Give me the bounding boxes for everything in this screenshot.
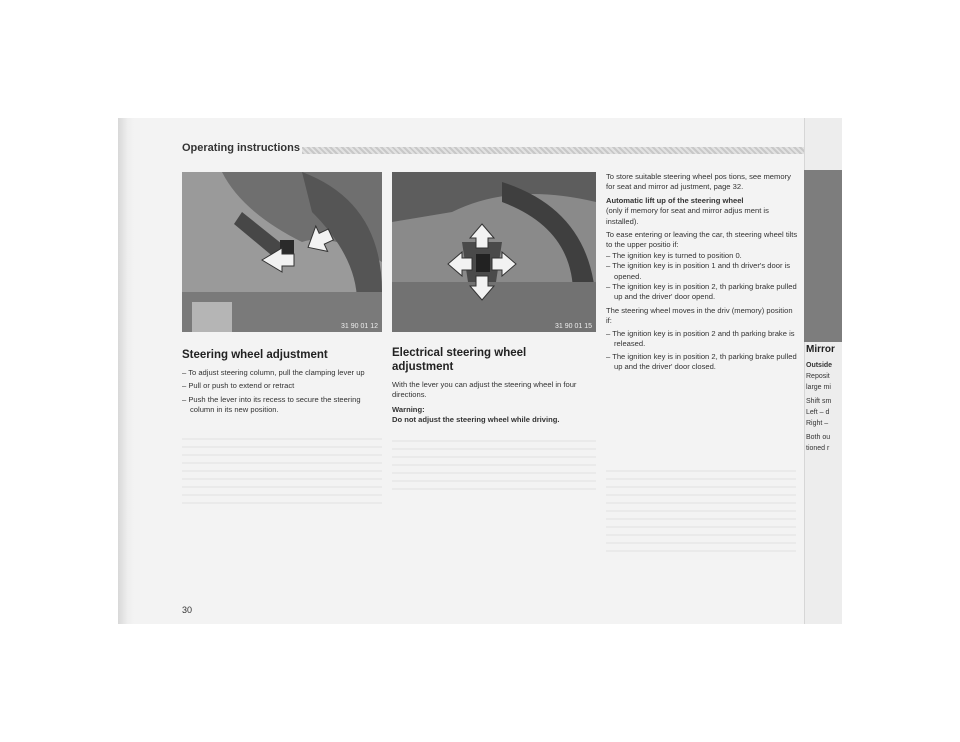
photo-code: 31 90 01 12 [341, 323, 378, 330]
auto-lift-heading: Automatic lift up of the steering wheel [606, 195, 744, 205]
bleed-through-text [606, 468, 796, 558]
steering-adjust-text [182, 368, 382, 419]
steering-column-photo [182, 172, 382, 332]
steering-adjust-heading: Steering wheel adjustment [182, 349, 328, 361]
list-item: – The ignition key is in position 2, th parking brake pulled up and the driver' door closed. [606, 351, 797, 371]
mirror-heading: Mirror [806, 344, 835, 355]
list-item: – The ignition key is in position 1 and th driver's door is opened. [606, 261, 791, 281]
list-item: – The ignition key is in position 2 and th parking brake is released. [606, 328, 795, 349]
heading-line: adjustment [392, 361, 454, 373]
bleed-through-text [182, 436, 382, 510]
manual-page [118, 118, 842, 624]
electrical-adjust-heading [392, 346, 596, 374]
list-item: – The ignition key is turned to position 0. [606, 250, 742, 260]
list-item: – Pull or push to extend or retract [182, 381, 295, 391]
text-line: tioned r [806, 445, 830, 452]
auto-lift-note: (only if memory for seat and mirror adjus ment is installed). [606, 206, 769, 226]
page-number: 30 [182, 605, 193, 615]
section-header: Operating instructions [182, 142, 300, 154]
electrical-adjust-text [392, 380, 596, 429]
heading-line: Electrical steering wheel [392, 347, 527, 359]
text-line: Left – d [806, 409, 830, 416]
page-spine [118, 118, 134, 624]
body-text: With the lever you can adjust the steering wheel in four directions. [392, 380, 577, 400]
text-line: Shift sm [806, 398, 832, 405]
text-line: Reposit [806, 373, 830, 380]
text-line: large mi [806, 384, 831, 391]
intro-text: To store suitable steering wheel pos tions, see memory for seat and mirror ad justment, page 32. [606, 172, 791, 192]
header-rule [302, 147, 842, 154]
electrical-switch-photo [392, 172, 596, 332]
list-item: – Push the lever into its recess to secure the steering column in its new position. [182, 394, 361, 415]
photo-code: 31 90 01 15 [555, 323, 592, 330]
ease-text: To ease entering or leaving the car, th steering wheel tilts to the upper positio if: [606, 230, 798, 250]
warning-text: Do not adjust the steering wheel while driving. [392, 415, 560, 425]
switch-illustration [392, 172, 596, 332]
mirror-photo [804, 170, 842, 342]
mirror-text [806, 361, 832, 455]
text-line: Right – [806, 420, 829, 427]
text-line: Both ou [806, 434, 831, 441]
list-item: – The ignition key is in position 2, th parking brake pulled up and the driver' door opend. [606, 282, 797, 302]
memory-text [606, 172, 800, 372]
warning-label: Warning: [392, 404, 425, 414]
steering-lever-illustration [182, 172, 382, 332]
bleed-through-text [392, 436, 596, 496]
moves-text: The steering wheel moves in the driv (memory) position if: [606, 305, 793, 326]
text-line: Outside [806, 362, 833, 369]
list-item: – To adjust steering column, pull the clamping lever up [182, 368, 365, 377]
